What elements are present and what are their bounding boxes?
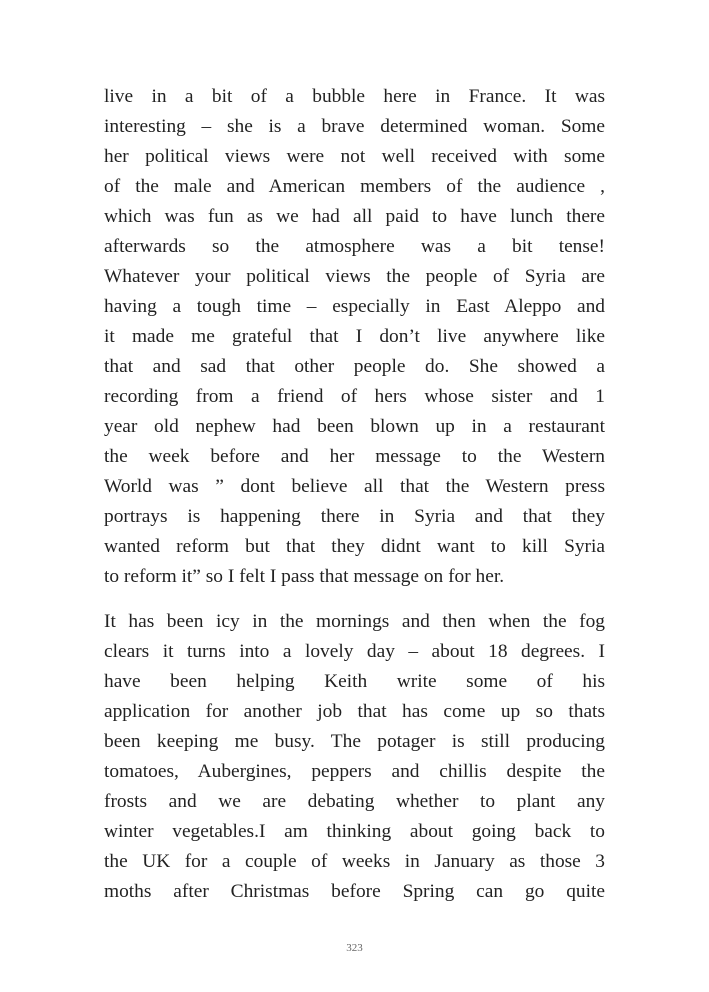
- paragraph-line: wanted reform but that they didnt want to kill Syria: [104, 536, 605, 557]
- paragraph-line: World was ” dont believe all that the Western press: [104, 476, 605, 497]
- paragraph-line: the week before and her message to the Western: [104, 446, 605, 467]
- paragraph-line: live in a bit of a bubble here in France. It was: [104, 86, 605, 107]
- paragraph-1: [104, 82, 605, 592]
- paragraph-line: her political views were not well received with some: [104, 146, 605, 167]
- paragraph-line: which was fun as we had all paid to have lunch there: [104, 206, 605, 227]
- paragraph-line: of the male and American members of the audience ,: [104, 176, 605, 197]
- paragraph-line: have been helping Keith write some of his: [104, 671, 605, 692]
- paragraph-line: It has been icy in the mornings and then when the fog: [104, 611, 605, 632]
- paragraph-line: clears it turns into a lovely day – about 18 degrees. I: [104, 641, 605, 662]
- paragraph-line: been keeping me busy. The potager is still producing: [104, 731, 605, 752]
- paragraph-line: having a tough time – especially in East Aleppo and: [104, 296, 605, 317]
- page-number: 323: [346, 942, 363, 954]
- paragraph-line: the UK for a couple of weeks in January as those 3: [104, 851, 605, 872]
- paragraph-line: moths after Christmas before Spring can go quite: [104, 881, 605, 902]
- paragraph-line: recording from a friend of hers whose sister and 1: [104, 386, 605, 407]
- paragraph-line: year old nephew had been blown up in a restaurant: [104, 416, 605, 437]
- paragraph-line: application for another job that has come up so thats: [104, 701, 605, 722]
- paragraph-line: winter vegetables.I am thinking about going back to: [104, 821, 605, 842]
- paragraph-line: afterwards so the atmosphere was a bit tense!: [104, 236, 605, 257]
- paragraph-line: to reform it” so I felt I pass that message on for her.: [104, 566, 505, 587]
- paragraph-line: Whatever your political views the people of Syria are: [104, 266, 605, 287]
- paragraph-line: tomatoes, Aubergines, peppers and chillis despite the: [104, 761, 605, 782]
- paragraph-line: that and sad that other people do. She showed a: [104, 356, 605, 377]
- paragraph-2: [104, 607, 605, 907]
- paragraph-line: portrays is happening there in Syria and that they: [104, 506, 605, 527]
- paragraph-line: it made me grateful that I don’t live anywhere like: [104, 326, 605, 347]
- paragraph-line: interesting – she is a brave determined woman. Some: [104, 116, 605, 137]
- paragraph-line: frosts and we are debating whether to plant any: [104, 791, 605, 812]
